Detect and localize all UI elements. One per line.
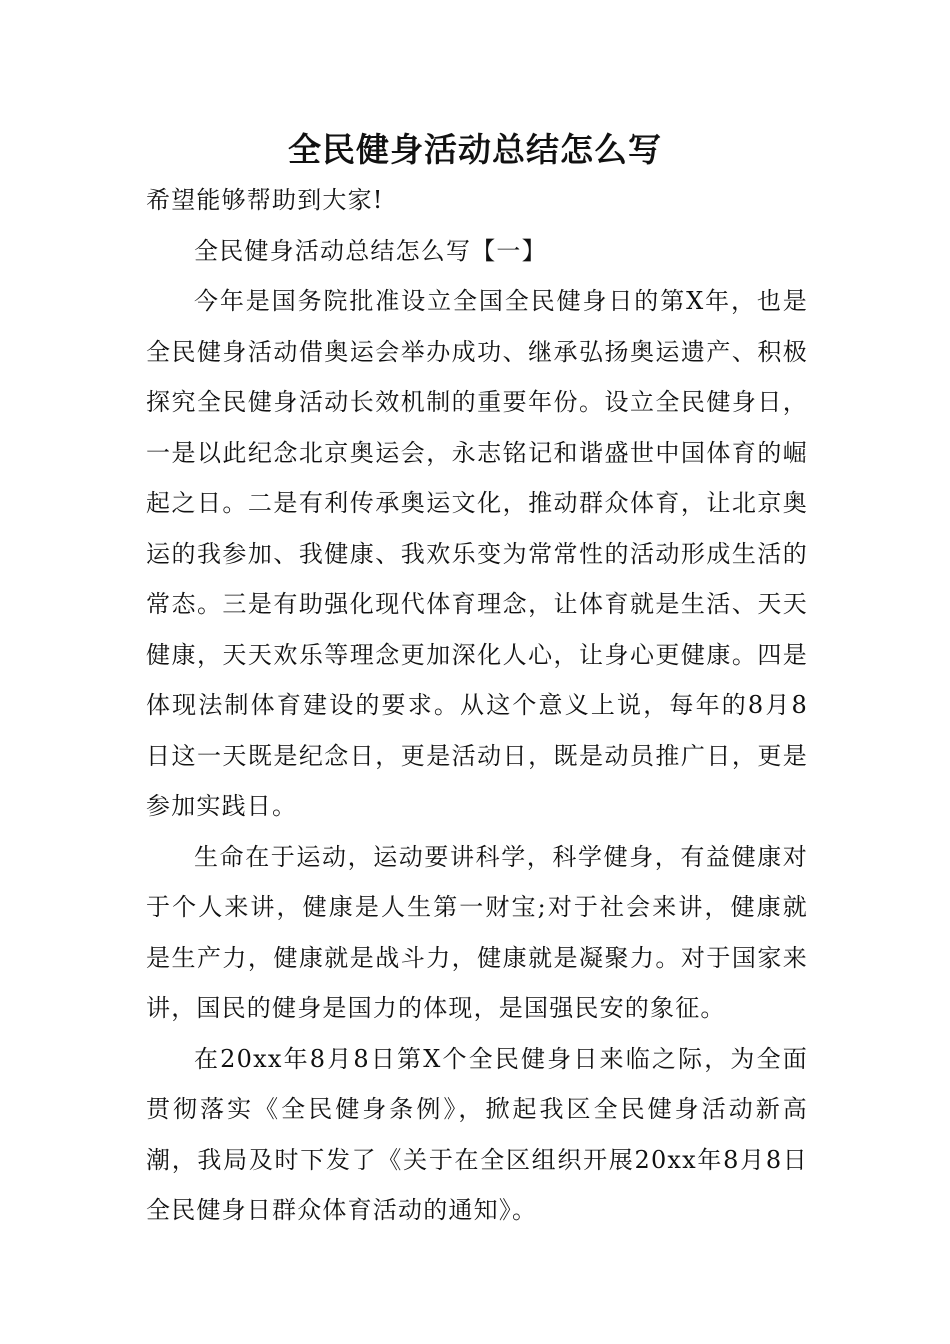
intro-line: 希望能够帮助到大家! — [146, 186, 384, 214]
paragraph-3: 在20xx年8月8日第X个全民健身日来临之际，为全面贯彻落实《全民健身条例》，掀起我区全民健身活动新高潮，我局及时下发了《关于在全区组织开展20xx年8月8日全民健身日群众体育活动的通知》。 — [146, 1044, 808, 1224]
document-title: 全民健身活动总结怎么写 — [288, 130, 662, 169]
paragraph-1: 今年是国务院批准设立全国全民健身日的第X年，也是全民健身活动借奥运会举办成功、继承弘扬奥运遗产、积极探究全民健身活动长效机制的重要年份。设立全民健身日，一是以此纪念北京奥运会，永志铭记和谐盛世中国体育的崛起之日。二是有利传承奥运文化，推动群众体育，让北京奥运的我参加、我健康、我欢乐变为常常性的活动形成生活的常态。三是有助强化现代体育理念，让体育就是生活、天天健康，天天欢乐等理念更加深化人心，让身心更健康。四是体现法制体育建设的要求。从这个意义上说，每年的8月8日这一天既是纪念日，更是活动日，既是动员推广日，更是参加实践日。 — [146, 287, 808, 820]
paragraph-2: 生命在于运动，运动要讲科学，科学健身，有益健康对于个人来讲，健康是人生第一财宝;对于社会来讲，健康就是生产力，健康就是战斗力，健康就是凝聚力。对于国家来讲，国民的健身是国力的体现，是国强民安的象征。 — [146, 842, 808, 1022]
section-heading: 全民健身活动总结怎么写【一】 — [194, 236, 547, 265]
document-body — [146, 175, 808, 1236]
